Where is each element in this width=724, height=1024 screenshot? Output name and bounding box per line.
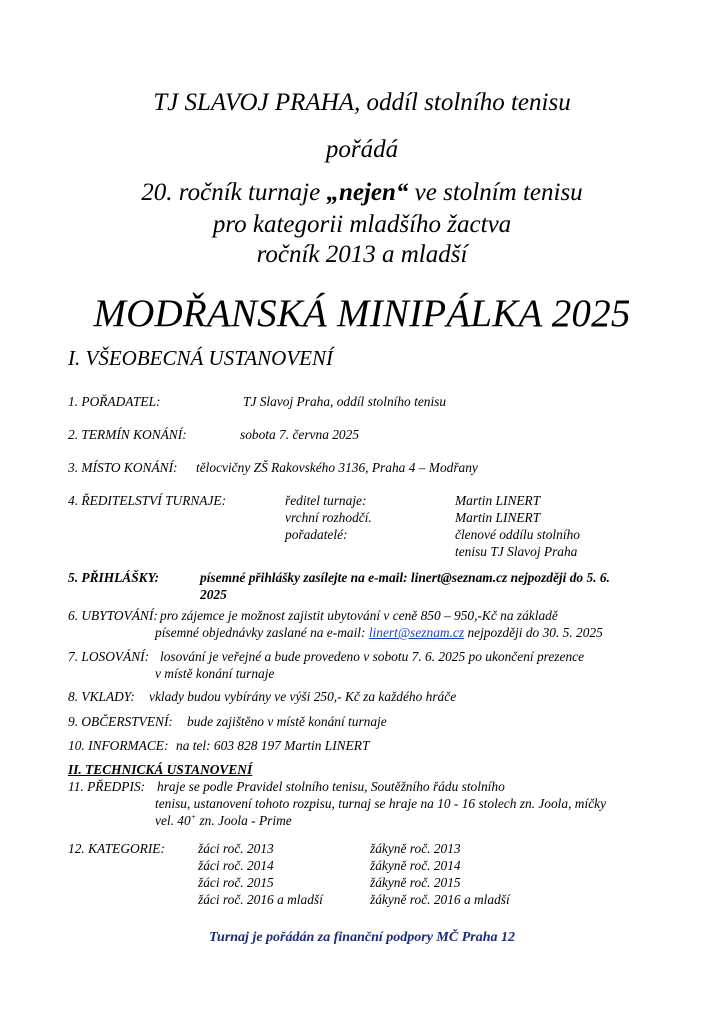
- directorate-role: vrchní rozhodčí.: [285, 510, 372, 525]
- accommodation-text: písemné objednávky zaslané na e-mail:: [155, 625, 369, 640]
- venue-value: tělocvičny ZŠ Rakovského 3136, Praha 4 – Modřany: [196, 460, 478, 475]
- category-girls: žákyně roč. 2014: [370, 858, 461, 873]
- header-year: ročník 2013 a mladší: [256, 241, 468, 268]
- accommodation-label: 6. UBYTOVÁNÍ:: [68, 608, 158, 623]
- entries-label: 5. PŘIHLÁŠKY:: [68, 570, 160, 585]
- fees-label: 8. VKLADY:: [68, 689, 135, 704]
- refreshments-value: bude zajištěno v místě konání turnaje: [187, 714, 387, 729]
- rules-balls-pre: vel. 40: [155, 813, 191, 828]
- directorate-role: ředitel turnaje:: [285, 493, 367, 508]
- section-technical-heading: II. TECHNICKÁ USTANOVENÍ: [68, 762, 253, 777]
- category-girls: žákyně roč. 2016 a mladší: [370, 892, 510, 907]
- entries-value: písemné přihlášky zasílejte na e-mail: linert@seznam.cz nejpozději do 5. 6.: [200, 570, 610, 585]
- header-edition-post: ve stolním tenisu: [408, 179, 583, 206]
- header-edition-pre: 20. ročník turnaje: [141, 179, 327, 206]
- date-label: 2. TERMÍN KONÁNÍ:: [68, 427, 187, 442]
- directorate-role: pořadatelé:: [285, 527, 348, 542]
- category-boys: žáci roč. 2015: [198, 875, 274, 890]
- category-boys: žáci roč. 2016 a mladší: [198, 892, 323, 907]
- categories-label: 12. KATEGORIE:: [68, 841, 165, 856]
- date-value: sobota 7. června 2025: [240, 427, 360, 442]
- organizer-value: TJ Slavoj Praha, oddíl stolního tenisu: [243, 394, 447, 409]
- accommodation-value: pro zájemce je možnost zajistit ubytování v ceně 850 – 950,-Kč na základě: [160, 608, 558, 623]
- rules-balls-post: zn. Joola - Prime: [196, 813, 292, 828]
- draw-label: 7. LOSOVÁNÍ:: [68, 649, 150, 664]
- fees-value: vklady budou vybírány ve výši 250,- Kč za každého hráče: [149, 689, 457, 704]
- directorate-name: členové oddílu stolního: [455, 527, 580, 542]
- header-edition-bold: „nejen“: [326, 179, 409, 206]
- rules-balls-sup: +: [190, 812, 197, 822]
- entries-value-cont: 2025: [200, 587, 227, 602]
- accommodation-value-cont: [155, 624, 603, 641]
- sponsor-note: Turnaj je pořádán za finanční podpory MČ Praha 12: [209, 930, 515, 945]
- rules-value-cont: tenisu, ustanovení tohoto rozpisu, turnaj se hraje na 10 - 16 stolech zn. Joola, míčky: [155, 796, 607, 811]
- directorate-name: Martin LINERT: [455, 493, 541, 508]
- draw-value: losování je veřejné a bude provedeno v sobotu 7. 6. 2025 po ukončení prezence: [160, 649, 585, 664]
- header-organizer: TJ SLAVOJ PRAHA, oddíl stolního tenisu: [153, 89, 571, 116]
- accommodation-deadline: nejpozději do 30. 5. 2025: [464, 625, 603, 640]
- section-general-heading: I. VŠEOBECNÁ USTANOVENÍ: [68, 346, 334, 370]
- header-category: pro kategorii mladšího žactva: [212, 211, 512, 238]
- directorate-name: Martin LINERT: [455, 510, 541, 525]
- draw-value-cont: v místě konání turnaje: [155, 666, 275, 681]
- header-presents: pořádá: [325, 136, 399, 163]
- info-label: 10. INFORMACE:: [68, 738, 169, 753]
- category-boys: žáci roč. 2014: [198, 858, 274, 873]
- email-link[interactable]: linert@seznam.cz: [368, 625, 465, 640]
- header-edition: [0, 178, 724, 208]
- page-title: MODŘANSKÁ MINIPÁLKA 2025: [93, 292, 631, 335]
- rules-value: hraje se podle Pravidel stolního tenisu, Soutěžního řádu stolního: [157, 779, 505, 794]
- info-value: na tel: 603 828 197 Martin LINERT: [176, 738, 370, 753]
- organizer-label: 1. POŘADATEL:: [68, 394, 161, 409]
- category-girls: žákyně roč. 2013: [370, 841, 461, 856]
- directorate-label: 4. ŘEDITELSTVÍ TURNAJE:: [68, 493, 227, 508]
- refreshments-label: 9. OBČERSTVENÍ:: [68, 714, 173, 729]
- category-girls: žákyně roč. 2015: [370, 875, 461, 890]
- rules-label: 11. PŘEDPIS:: [68, 779, 146, 794]
- category-boys: žáci roč. 2013: [198, 841, 274, 856]
- venue-label: 3. MÍSTO KONÁNÍ:: [68, 460, 178, 475]
- rules-balls: [155, 812, 292, 829]
- directorate-name: tenisu TJ Slavoj Praha: [455, 544, 578, 559]
